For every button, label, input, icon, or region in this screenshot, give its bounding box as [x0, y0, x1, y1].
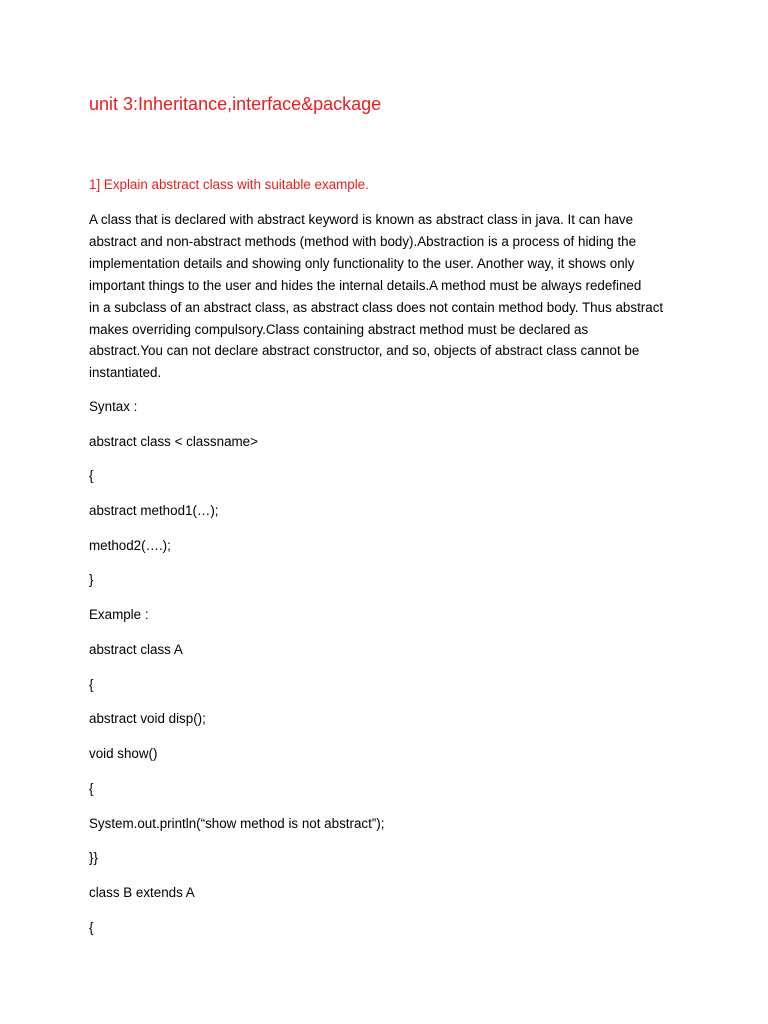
code-line: class B extends A: [89, 885, 195, 900]
code-line: abstract method1(…);: [89, 503, 219, 518]
code-line: method2(….);: [89, 538, 171, 553]
syntax-label: Syntax :: [89, 399, 138, 414]
explanation-paragraph: [89, 209, 689, 384]
paragraph-line: instantiated.: [89, 365, 162, 381]
code-line: void show(): [89, 746, 158, 761]
unit-title: unit 3:Inheritance,interface&package: [89, 94, 382, 114]
code-line: abstract class < classname>: [89, 434, 258, 449]
example-label: Example :: [89, 607, 149, 622]
paragraph-line: makes overriding compulsory.Class containing abstract method must be declared as: [89, 321, 589, 337]
code-line: }}: [89, 850, 98, 865]
code-line: {: [89, 468, 94, 483]
paragraph-line: A class that is declared with abstract keyword is known as abstract class in java. It can have: [89, 212, 634, 227]
paragraph-line: implementation details and showing only functionality to the user. Another way, it shows only: [89, 255, 635, 271]
code-line: }: [89, 572, 94, 587]
question-heading: 1] Explain abstract class with suitable example.: [89, 177, 369, 192]
paragraph-line: important things to the user and hides the internal details.A method must be always redefined: [89, 277, 642, 293]
code-line: {: [89, 920, 94, 935]
paragraph-line: in a subclass of an abstract class, as abstract class does not contain method body. Thus abstract: [89, 299, 664, 315]
code-line: abstract void disp();: [89, 711, 206, 726]
code-line: abstract class A: [89, 642, 183, 657]
paragraph-line: abstract and non-abstract methods (method with body).Abstraction is a process of hiding the: [89, 233, 637, 249]
code-line: System.out.println(“show method is not abstract”);: [89, 816, 385, 831]
code-line: {: [89, 677, 94, 692]
paragraph-line: abstract.You can not declare abstract constructor, and so, objects of abstract class cannot be: [89, 343, 640, 359]
code-line: {: [89, 781, 94, 796]
